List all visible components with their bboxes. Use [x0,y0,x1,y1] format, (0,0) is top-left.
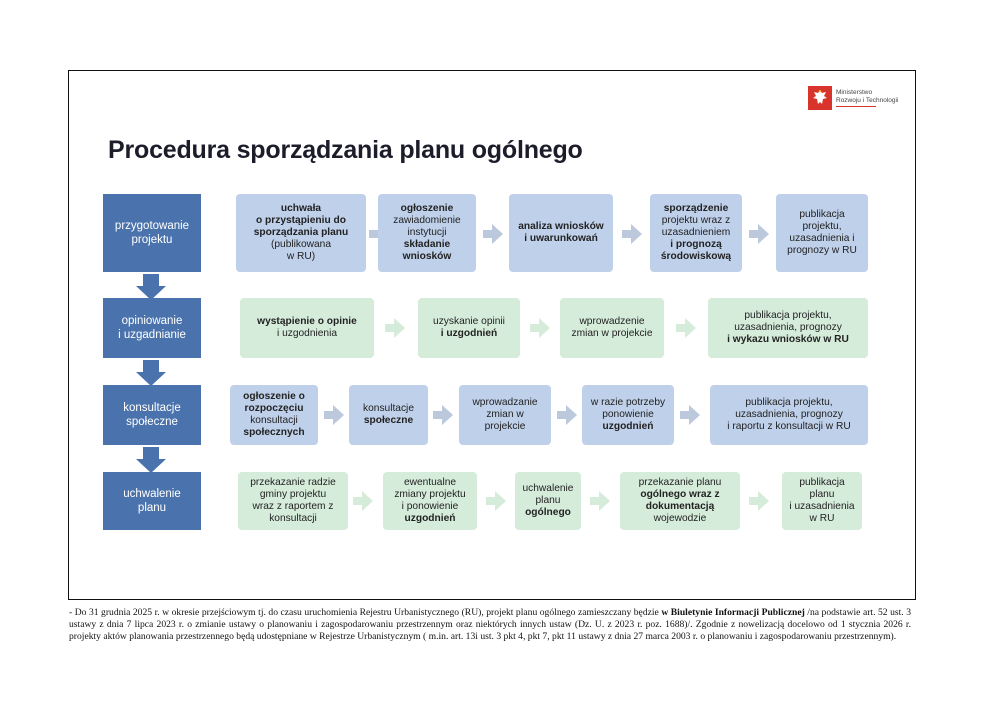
step-text: i prognozą [670,239,722,250]
stage-label-line: społeczne [126,416,178,428]
right-arrow-icon [676,318,696,338]
step-publication-consultations [710,385,868,445]
step-text: uzasadnienia, prognozy [734,322,842,333]
step-text: uzasadnienia i [789,233,855,244]
step-text: przekazanie planu [638,477,722,488]
eagle-emblem-icon [808,86,832,110]
diagram-title: Procedura sporządzania planu ogólnego [108,136,583,164]
down-arrow-icon [136,447,166,475]
stage-label-line: uchwalenie [123,488,181,500]
step-text: uzasadnieniem [661,227,731,238]
step-text: konsultacji [269,513,317,524]
footnote-bold: w Biuletynie Informacji Publicznej [661,607,805,618]
logo-line-1: Ministerstwo [836,89,873,96]
step-obtain-opinions [418,298,520,358]
stage-label-line: opiniowanie [121,315,183,327]
step-text: wniosków [402,251,452,262]
step-text: instytucji [407,227,447,238]
step-text: planu [535,495,561,506]
step-drafting [650,194,742,272]
step-text: w razie potrzeby [590,397,666,408]
right-arrow-icon [486,491,506,511]
footnote-text: - Do 31 grudnia 2025 r. w okresie przejściowym tj. do czasu uruchomienia Rejestru Urbanistycznego (RU), projekt planu ogólnego zamieszczany będzie [69,607,659,618]
step-resolution [236,194,366,272]
step-text: uzasadnienia, prognozy [735,409,843,420]
step-text: wystąpienie o opinie [257,316,357,327]
step-text: gminy projektu [259,489,327,500]
down-arrow-icon [136,360,166,388]
step-text: sporządzania planu [253,227,349,238]
step-text: ogólnego wraz z [640,489,720,500]
right-arrow-icon [749,224,769,244]
step-text: o przystąpieniu do [255,215,346,226]
step-publication-draft [776,194,868,272]
step-text: uzgodnień [404,513,456,524]
step-text: publikacja planu [799,477,845,500]
step-text: w RU [809,513,835,524]
step-text: projekcie [484,421,526,432]
step-text: i uwarunkowań [524,233,598,244]
step-possible-changes [383,472,477,530]
step-text: i ponowienie [401,501,459,512]
step-text: wojewodzie [653,513,707,524]
stage-label-line: planu [137,502,167,514]
step-text: ponowienie [602,409,654,420]
step-text: publikacja projektu, [745,397,833,408]
step-text: konsultacji [250,415,298,426]
step-text: projektu wraz z [661,215,731,226]
step-text: projektu, [802,221,842,232]
step-text: ogłoszenie o [243,391,305,402]
step-text: dokumentacją [645,501,715,512]
step-text: przekazanie radzie [250,477,336,488]
step-submit-to-council [238,472,348,530]
step-text: i wykazu wniosków w RU [727,334,849,345]
step-text: publikacja projektu, [744,310,832,321]
right-arrow-icon [557,405,577,425]
step-text: i uzasadnienia [789,501,855,512]
step-text: uzyskanie opinii [433,316,505,327]
step-text: i uzgodnień [440,328,498,339]
right-arrow-icon [483,224,503,244]
step-text: prognozy w RU [787,245,857,256]
step-text: i uzgodnienia [276,328,338,339]
right-arrow-icon [433,405,453,425]
stage-label-line: przygotowanie [114,220,190,232]
step-text: składanie [403,239,451,250]
right-arrow-icon [622,224,642,244]
stage-consultations [103,385,201,445]
right-arrow-icon [680,405,700,425]
stage-label-line: konsultacje [123,402,181,414]
logo-text [836,89,906,105]
stage-opinions [103,298,201,358]
step-announcement [378,194,476,272]
step-text: zawiadomienie [393,215,461,226]
step-repeat-agreements [582,385,674,445]
footnote [69,607,911,644]
step-text: w RU) [286,251,316,262]
step-text: i raportu z konsultacji w RU [727,421,851,432]
step-text: rozpoczęciu [244,403,304,414]
step-text: zmiany projektu [394,489,466,500]
footnote-text: /na podstawie art. 52 ust. 3 ustawy z dnia 7 lipca 2023 r. o zmianie ustawy o planowaniu i zagospodarowaniu przestrzennym oraz niektórych innych ustaw (Dz. U. z 2023 r. poz. 1688)/. Zgodnie z nowelizacją docelowo od 1 stycznia 2026 r. projekty aktów planowania przestrzennego będą udostępniane w Rejestrze Urbanistycznym ( m.in. art. 13i ust. 3 pkt 4, pkt 7, pkt 11 ustawy z dnia 27 marca 2003 r. o planowaniu i zagospodarowaniu przestrzennym). [69,607,912,643]
logo-underline [836,106,876,107]
right-arrow-icon [353,491,373,511]
step-text: ewentualne [403,477,457,488]
step-text: środowiskową [660,251,732,262]
step-text: uzgodnień [602,421,654,432]
step-request-opinions [240,298,374,358]
step-text: uchwalenie [522,483,574,494]
step-analysis [509,194,613,272]
step-consultations [349,385,428,445]
step-text: społecznych [243,427,305,438]
step-text: społeczne [363,415,414,426]
right-arrow-icon [324,405,344,425]
step-introducing-changes [459,385,551,445]
right-arrow-icon [749,491,769,511]
step-text: zmian w [486,409,524,420]
step-text: wprowadzanie [472,397,538,408]
stage-label-line: projektu [131,234,173,246]
step-text: wprowadzenie [579,316,645,327]
step-publication-opinions [708,298,868,358]
logo-line-2: Rozwoju i Technologii [836,97,899,104]
right-arrow-icon [385,318,405,338]
step-text: uchwała [280,203,322,214]
right-arrow-icon [590,491,610,511]
step-consultation-notice [230,385,318,445]
step-text: wraz z raportem z [252,501,334,512]
step-text: analiza wniosków [518,221,604,232]
stage-preparation [103,194,201,272]
step-text: zmian w projekcie [571,328,653,339]
step-text: konsultacje [363,403,414,414]
step-text: sporządzenie [663,203,729,214]
step-text: (publikowana [270,239,331,250]
step-text: ogólnego [525,507,571,518]
stage-adoption [103,472,201,530]
stage-label-line: i uzgadnianie [118,329,186,341]
step-text: publikacja [799,209,845,220]
step-plan-adoption [515,472,581,530]
down-arrow-icon [136,274,166,302]
step-text: ogłoszenie [400,203,454,214]
step-introduce-changes [560,298,664,358]
step-submit-to-voivode [620,472,740,530]
right-arrow-icon [530,318,550,338]
step-publication-plan [782,472,862,530]
